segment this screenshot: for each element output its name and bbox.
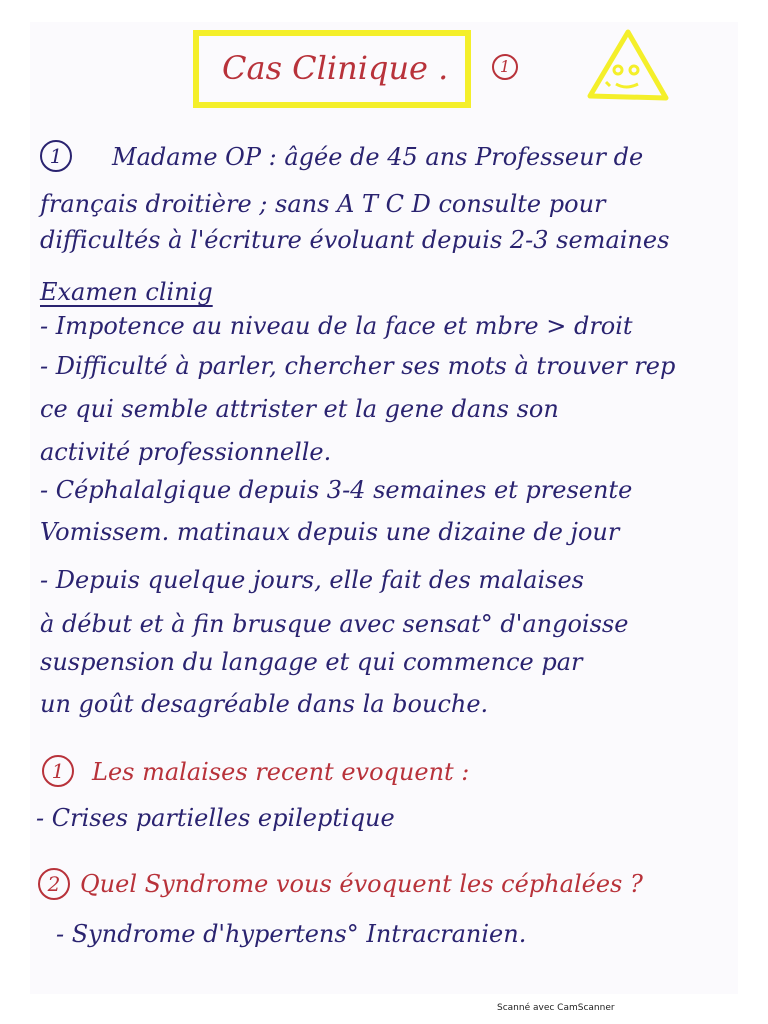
question-number-3: 2 bbox=[38, 868, 70, 900]
exam-line-6: Vomissem. matinaux depuis une dizaine de jour bbox=[40, 518, 620, 546]
question-number-2: 1 bbox=[42, 755, 74, 787]
exam-line-9: suspension du langage et qui commence par bbox=[40, 648, 583, 676]
triangle-face-icon bbox=[582, 26, 672, 106]
question-2-text: Les malaises recent evoquent : bbox=[92, 758, 470, 786]
exam-line-1: - Impotence au niveau de la face et mbre > droit bbox=[40, 312, 633, 340]
case-line-1: Madame OP : âgée de 45 ans Professeur de bbox=[112, 143, 644, 171]
exam-line-10: un goût desagréable dans la bouche. bbox=[40, 690, 489, 718]
exam-line-4: activité professionnelle. bbox=[40, 438, 332, 466]
exam-line-8: à début et à fin brusque avec sensat° d'angoisse bbox=[40, 610, 629, 638]
exam-line-2: - Difficulté à parler, chercher ses mots à trouver rep bbox=[40, 352, 676, 380]
page-title: Cas Clinique . bbox=[222, 49, 449, 87]
exam-heading: Examen clinig bbox=[40, 278, 213, 306]
scanner-watermark: Scanné avec CamScanner bbox=[497, 1003, 615, 1013]
question-3-text: Quel Syndrome vous évoquent les céphalées ? bbox=[80, 870, 643, 898]
exam-line-7: - Depuis quelque jours, elle fait des malaises bbox=[40, 566, 584, 594]
question-number-1: 1 bbox=[40, 140, 72, 172]
answer-2-text: - Crises partielles epileptique bbox=[36, 804, 395, 832]
case-line-3: difficultés à l'écriture évoluant depuis 2-3 semaines bbox=[40, 226, 670, 254]
page-number-badge: 1 bbox=[492, 54, 518, 80]
exam-line-3: ce qui semble attrister et la gene dans son bbox=[40, 395, 559, 423]
case-line-2: français droitière ; sans A T C D consulte pour bbox=[40, 190, 606, 218]
answer-3-text: - Syndrome d'hypertens° Intracranien. bbox=[56, 920, 527, 948]
exam-line-5: - Céphalalgique depuis 3-4 semaines et presente bbox=[40, 476, 633, 504]
